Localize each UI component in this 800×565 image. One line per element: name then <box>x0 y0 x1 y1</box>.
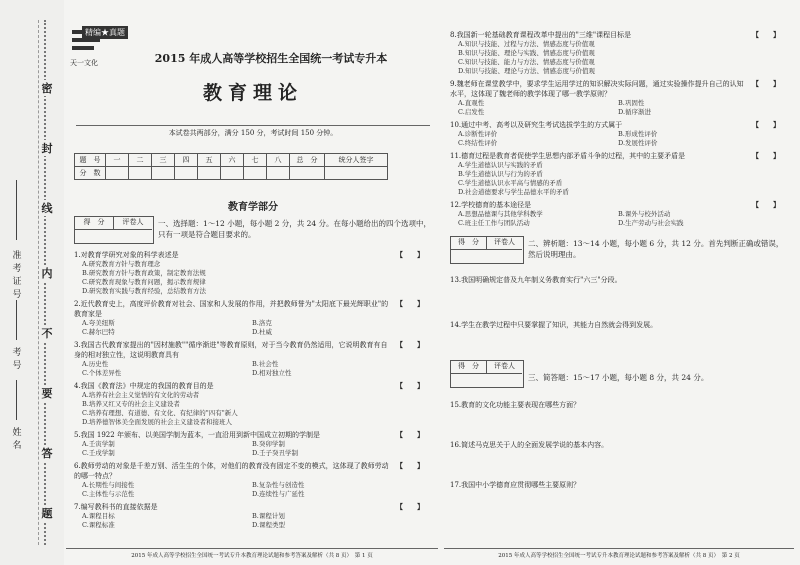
answer-bracket[interactable]: 【 】 <box>752 79 780 88</box>
answer-option[interactable]: D.壬子癸丑学制 <box>252 449 299 457</box>
answer-option[interactable]: B.社会性 <box>252 360 279 368</box>
answer-option[interactable]: A.长期性与间接性 <box>82 481 135 489</box>
answer-bracket[interactable]: 【 】 <box>752 151 780 160</box>
answer-option[interactable]: A.直观性 <box>458 99 485 107</box>
question-stem: 10.通过中考、高考以及研究生考试选拔学生的方式属于 <box>450 121 623 129</box>
answer-option[interactable]: C.壬戌学制 <box>82 449 115 457</box>
answer-option[interactable]: B.学生道德认识与行为的矛盾 <box>458 170 543 178</box>
answer-option[interactable]: D.发展性评价 <box>618 139 658 147</box>
subject-title: 教育理论 <box>202 82 303 104</box>
answer-bracket[interactable]: 【 】 <box>752 120 780 129</box>
score-header: 八 <box>267 154 290 167</box>
answer-option[interactable]: D.培养德智体美全面发展的社会主义建设者和接班人 <box>82 418 233 426</box>
question-stem: 1.对教育学研究对象的科学表述是 <box>74 251 179 259</box>
seal-char: 线 <box>41 202 53 215</box>
answer-option[interactable]: C.学生道德认识水平高与情感的矛盾 <box>458 179 563 187</box>
answer-option[interactable]: C.知识与技能、能力与方法、情感态度与价值观 <box>458 58 595 66</box>
question-17: 17.我国中小学德育应贯彻哪些主要原则？ <box>450 481 581 489</box>
score-header: 四 <box>175 154 198 167</box>
answer-option[interactable]: C.个体差异性 <box>82 369 122 377</box>
score-header: 三 <box>152 154 175 167</box>
answer-option[interactable]: D.生产劳动与社会实践 <box>618 219 684 227</box>
question-stem: 11.德育过程是教育者促使学生思想内部矛盾斗争的过程，其中的主要矛盾是 <box>450 152 686 160</box>
grader-box <box>450 236 524 264</box>
grader-name-label: 评卷人 <box>487 237 522 250</box>
score-cell[interactable] <box>175 167 198 180</box>
answer-option[interactable]: B.洛克 <box>252 319 272 327</box>
grader-box <box>74 216 154 244</box>
answer-option[interactable]: A.壬寅学制 <box>82 440 115 448</box>
score-cell[interactable] <box>129 167 152 180</box>
answer-option[interactable]: B.培养又红又专的社会主义建设者 <box>82 400 180 408</box>
grader-score-label: 得 分 <box>75 217 114 230</box>
question-14: 14.学生在教学过程中只要掌握了知识，其能力自然就会得到发展。 <box>450 321 658 329</box>
answer-bracket[interactable]: 【 】 <box>752 200 780 209</box>
brand-label: 天一文化 <box>70 59 98 67</box>
answer-option[interactable]: A.课程目标 <box>82 512 115 520</box>
score-cell[interactable] <box>106 167 129 180</box>
admission-label: 准考证号 <box>12 251 22 300</box>
question-15: 15.教育的文化功能主要表现在哪些方面？ <box>450 401 581 409</box>
answer-option[interactable]: C.启发性 <box>458 108 485 116</box>
question-stem: 3.我国古代教育家提出的"因材施教""循序渐进"等教育原则，对于当今教育仍然适用，它说明教育有自身的相对独立性，这说明教育具有 <box>74 341 388 359</box>
question-stem: 9.魏老师在课堂教学中，要求学生运用学过的知识解决实际问题，通过实验操作提升自己的认知水平，这体现了魏老师的教学体现了哪一教学原则？ <box>450 80 744 98</box>
score-header: 六 <box>221 154 244 167</box>
question-stem: 12.学校德育的基本途径是 <box>450 201 532 209</box>
grader-score-label: 得 分 <box>451 361 487 374</box>
answer-option[interactable]: A.诊断性评价 <box>458 130 498 138</box>
question-stem: 5.我国 1922 年颁布、以美国学制为蓝本，一直沿用到新中国成立初期的学制是 <box>74 431 320 439</box>
score-cell[interactable] <box>267 167 290 180</box>
seal-char: 内 <box>41 267 53 280</box>
answer-option[interactable]: D.知识与技能、理论与方法、情感态度与价值观 <box>458 67 596 75</box>
question-stem: 2.近代教育史上，高度评价教育对社会、国家和人发展的作用，并把教师誉为"太阳底下最光辉职业"的教育家是 <box>74 300 389 318</box>
field-line <box>16 180 17 240</box>
answer-bracket[interactable]: 【 】 <box>396 461 424 470</box>
seal-char: 密 <box>41 82 53 95</box>
grader-name-label: 评卷人 <box>114 217 152 230</box>
score-cell[interactable] <box>198 167 221 180</box>
answer-bracket[interactable]: 【 】 <box>396 430 424 439</box>
grader-score-label: 得 分 <box>451 237 487 250</box>
answer-option[interactable]: A.知识与技能、过程与方法、情感态度与价值观 <box>458 40 595 48</box>
part3-instructions: 三、简答题：15～17 小题，每小题 8 分，共 24 分。 <box>528 373 709 382</box>
score-row-label: 分 数 <box>75 167 106 180</box>
page-right <box>444 0 796 565</box>
answer-bracket[interactable]: 【 】 <box>396 299 424 308</box>
seal-char: 封 <box>41 142 53 155</box>
question-stem: 6.教师劳动的对象是千差万别、活生生的个体，对他们的教育没有固定不变的模式，这体现了教师劳动的哪一特点？ <box>74 462 389 480</box>
answer-bracket[interactable]: 【 】 <box>396 381 424 390</box>
answer-bracket[interactable]: 【 】 <box>396 502 424 511</box>
score-header: 总 分 <box>290 154 325 167</box>
answer-option[interactable]: B.癸卯学制 <box>252 440 285 448</box>
answer-option[interactable]: B.知识与技能、理论与实践、情感态度与价值观 <box>458 49 595 57</box>
answer-option[interactable]: D.循序渐进 <box>618 108 652 116</box>
answer-option[interactable]: C.培养有理想、有道德、有文化、有纪律的"四有"新人 <box>82 409 238 417</box>
binding-margin <box>0 0 64 565</box>
field-line <box>16 380 17 420</box>
score-header: 五 <box>198 154 221 167</box>
answer-option[interactable]: D.杜威 <box>252 328 273 336</box>
score-table <box>74 153 388 180</box>
answer-option[interactable]: A.思想品德课与其他学科教学 <box>458 210 543 218</box>
part1-instructions: 一、选择题：1～12 小题，每小题 2 分，共 24 分。在每小题给出的四个选项中，只有一项是符合题目要求的。 <box>158 219 432 239</box>
answer-option[interactable]: C.班主任工作与团队活动 <box>458 219 530 227</box>
score-cell[interactable] <box>152 167 175 180</box>
question-16: 16.简述马克思关于人的全面发展学说的基本内容。 <box>450 441 609 449</box>
question-stem: 7.编写教科书的直接依据是 <box>74 503 158 511</box>
page-left <box>66 0 440 565</box>
question-stem: 4.我国《教育法》中规定的我国的教育目的是 <box>74 382 214 390</box>
answer-option[interactable]: B.研究教育方针与教育政策，制定教育法规 <box>82 269 206 277</box>
field-line <box>16 300 17 340</box>
answer-option[interactable]: C.研究教育现象与教育问题，揭示教育规律 <box>82 278 206 286</box>
answer-option[interactable]: A.夸美纽斯 <box>82 319 115 327</box>
question-stem: 8.我国新一轮基础教育课程改革中提出的"三维"课程目标是 <box>450 31 632 39</box>
answer-option[interactable]: D.课程类型 <box>252 521 286 529</box>
part2-instructions: 二、辨析题：13～14 小题，每小题 6 分，共 12 分。首先判断正确或错误，然后说明理由。 <box>528 239 784 259</box>
answer-option[interactable]: D.相对独立性 <box>252 369 292 377</box>
answer-option[interactable]: D.社会道德要求与学生品德水平的矛盾 <box>458 188 570 196</box>
answer-option[interactable]: B.复杂性与创造性 <box>252 481 305 489</box>
answer-bracket[interactable]: 【 】 <box>396 340 424 349</box>
exam-tag: 精编★真题 <box>82 26 128 39</box>
answer-option[interactable]: A.研究教育方针与教育理念 <box>82 260 161 268</box>
score-cell[interactable] <box>290 167 325 180</box>
answer-option[interactable]: B.形成性评价 <box>618 130 658 138</box>
answer-bracket[interactable]: 【 】 <box>396 250 424 259</box>
grader-box <box>450 360 524 388</box>
exam-number-label: 考号 <box>12 348 22 371</box>
answer-option[interactable]: C.主体性与示范性 <box>82 490 135 498</box>
answer-option[interactable]: B.课外与校外活动 <box>618 210 671 218</box>
seal-char: 题 <box>41 507 53 520</box>
seal-char: 答 <box>41 447 53 460</box>
name-label: 姓名 <box>12 428 22 451</box>
page-footer: 2015 年成人高等学校招生全国统一考试专升本教育理论试题和参考答案及解析（共 8 页） 第 2 页 <box>444 548 794 559</box>
page-footer: 2015 年成人高等学校招生全国统一考试专升本教育理论试题和参考答案及解析（共 8 页） 第 1 页 <box>66 548 438 559</box>
exam-notice: 本试卷共两部分，满分 150 分，考试时间 150 分钟。 <box>76 125 430 138</box>
seal-line <box>44 20 46 545</box>
answer-option[interactable]: B.课程计划 <box>252 512 285 520</box>
grader-name-label: 评卷人 <box>487 361 522 374</box>
question-13: 13.我国明确规定普及九年制义务教育实行"六三"分段。 <box>450 276 622 284</box>
score-header: 题 号 <box>75 154 106 167</box>
answer-bracket[interactable]: 【 】 <box>752 30 780 39</box>
answer-option[interactable]: D.连续性与广延性 <box>252 490 305 498</box>
answer-option[interactable]: A.历史性 <box>82 360 109 368</box>
score-header: 七 <box>244 154 267 167</box>
answer-option[interactable]: C.赫尔巴特 <box>82 328 115 336</box>
score-cell[interactable] <box>325 167 388 180</box>
score-cell[interactable] <box>221 167 244 180</box>
answer-option[interactable]: B.巩固性 <box>618 99 645 107</box>
score-header: 一 <box>106 154 129 167</box>
score-header: 二 <box>129 154 152 167</box>
cut-line <box>38 20 39 545</box>
seal-char: 要 <box>41 387 53 400</box>
answer-option[interactable]: A.培养有社会主义觉悟的有文化的劳动者 <box>82 391 200 399</box>
answer-option[interactable]: C.终结性评价 <box>458 139 498 147</box>
answer-option[interactable]: D.研究教育实践与教育经验，总结教育方法 <box>82 287 207 295</box>
answer-option[interactable]: C.课程标准 <box>82 521 115 529</box>
seal-char: 不 <box>41 327 53 340</box>
answer-option[interactable]: A.学生道德认识与实践的矛盾 <box>458 161 543 169</box>
score-header: 统分人签字 <box>325 154 388 167</box>
score-cell[interactable] <box>244 167 267 180</box>
section-title: 教育学部分 <box>228 202 278 213</box>
exam-title: 2015 年成人高等学校招生全国统一考试专升本 <box>154 52 388 65</box>
